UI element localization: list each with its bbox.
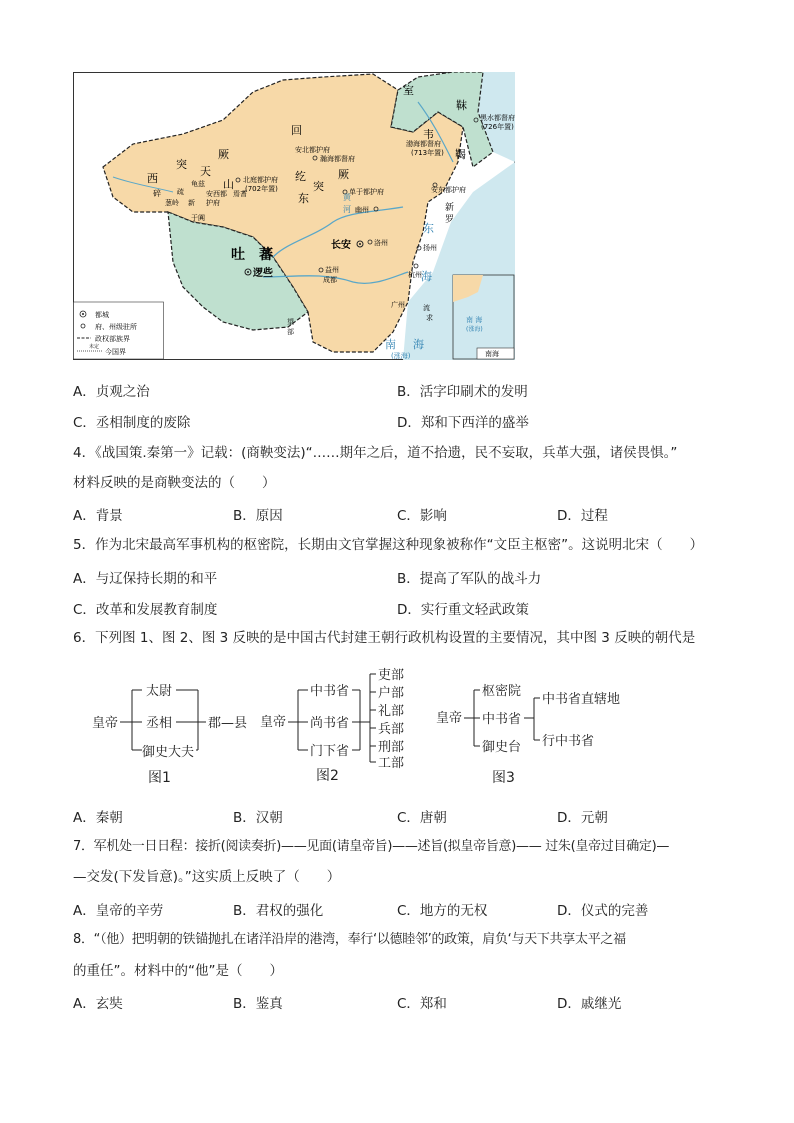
label-shule: 疏 [177, 188, 184, 196]
q5-option-b[interactable]: B．提高了军队的战斗力 [397, 571, 542, 587]
label-huang: 黄 [343, 193, 351, 202]
fig3-zhixia: 中书省直辖地 [542, 692, 621, 707]
q8-option-b[interactable]: B．鉴真 [233, 996, 283, 1012]
label-heishui-year: (726年置) [481, 123, 514, 131]
q4-option-c[interactable]: C．影响 [397, 508, 447, 524]
label-dongtujue-1: 东 [298, 192, 309, 205]
label-guangzhou: 广州 [391, 301, 405, 309]
inset-caption: 南海 [485, 350, 499, 358]
q5-stem: 5．作为北宋最高军事机构的枢密院，长期由文官掌握这种现象被称作“文臣主枢密”。这说明北宋（ ） [73, 537, 704, 553]
figure-2-diagram [260, 666, 420, 790]
label-luoxie: 逻些 [253, 268, 273, 279]
label-xitujue-2: 突 [176, 158, 187, 171]
label-zhuya: (涨海) [391, 352, 411, 360]
map-legend [74, 302, 164, 359]
label-yanqi: 焉耆 [233, 190, 247, 198]
label-xin: 新 [188, 199, 195, 207]
tang-dynasty-map [73, 72, 515, 360]
fig2-shangshu: 尚书省 [310, 716, 350, 731]
legend-modern: 今国界 [105, 348, 126, 356]
q7-option-b[interactable]: B．君权的强化 [233, 903, 324, 919]
label-suiye: 碎 [153, 189, 161, 198]
label-he: 鞨 [455, 148, 466, 161]
fig1-yushi: 御史大夫 [142, 745, 195, 760]
label-dongtujue-3: 厥 [338, 168, 349, 181]
label-xinluo-2: 罗 [445, 215, 455, 225]
q3-option-c[interactable]: C．丞相制度的废除 [73, 415, 191, 431]
q4-option-a[interactable]: A．背景 [73, 508, 123, 524]
label-youzhou: 幽州 [355, 206, 369, 214]
legend-prefecture: 府、州级驻所 [95, 323, 137, 331]
q7-option-a[interactable]: A．皇帝的辛劳 [73, 903, 164, 919]
label-changan: 长安 [331, 240, 351, 251]
label-heishui: 黑水都督府 [480, 114, 515, 122]
label-tubo: 吐 蕃 [231, 247, 273, 263]
label-andong: 安东都护府 [431, 186, 466, 194]
q6-stem: 6．下列图 1、图 2、图 3 反映的是中国古代封建王朝行政机构设置的主要情况，其中图 3 反映的朝代是 [73, 630, 696, 646]
label-dong: 东 [423, 222, 434, 235]
q6-option-a[interactable]: A．秦朝 [73, 810, 123, 826]
label-shiwei: 室 [403, 84, 414, 97]
q7-stem-line2: —交发(下发旨意)。”这实质上反映了（ ） [73, 869, 341, 885]
label-xitujue-3: 厥 [218, 148, 229, 161]
fig2-gong: 工部 [378, 756, 405, 771]
fig2-menxia: 门下省 [310, 744, 350, 759]
q8-stem-line1: 8．“（他）把明朝的铁锚抛扎在诸洋沿岸的港湾，奉行‘以德睦邻’的政策，肩负‘与天下共享太平之福 [73, 932, 626, 947]
label-luozhou: 洛州 [374, 239, 388, 247]
label-chengdu: 成都 [323, 276, 337, 284]
fig2-li-personnel: 吏部 [378, 668, 405, 683]
label-liuqiu: 流 [423, 304, 430, 312]
label-hanhai: 瀚海都督府 [320, 155, 355, 163]
label-anxi-2: 护府 [206, 199, 220, 207]
label-hangzhou: 杭州 [408, 271, 422, 279]
label-xinluo-1: 新 [445, 203, 455, 213]
q8-option-a[interactable]: A．玄奘 [73, 996, 123, 1012]
q6-option-b[interactable]: B．汉朝 [233, 810, 283, 826]
label-beiting: 北庭都护府 [243, 176, 278, 184]
fig3-caption: 图3 [492, 770, 515, 786]
q6-option-d[interactable]: D．元朝 [557, 810, 608, 826]
inset-nanhai: 南 海 [466, 316, 483, 324]
label-mo: 靺 [456, 99, 467, 112]
label-congling: 葱岭 [165, 199, 179, 207]
q8-stem-line2: 的重任”。材料中的“他”是（ ） [73, 963, 283, 979]
label-bohai: 渤海都督府 [406, 140, 441, 148]
label-nanhai-2: 海 [413, 338, 424, 351]
label-xitujue-1: 西 [147, 172, 158, 185]
fig3-yushitai: 御史台 [482, 740, 522, 755]
label-bohai-year: (713年置) [411, 149, 444, 157]
label-tianshan-2: 山 [223, 178, 234, 191]
q5-option-a[interactable]: A．与辽保持长期的和平 [73, 571, 218, 587]
q4-option-b[interactable]: B．原因 [233, 508, 283, 524]
fig2-hu: 户部 [378, 686, 405, 701]
label-guici: 龟兹 [191, 180, 205, 188]
inset-zhang: (涨海) [466, 326, 483, 333]
legend-capital: 都城 [95, 311, 109, 319]
q8-option-c[interactable]: C．郑和 [397, 996, 447, 1012]
fig3-emperor: 皇帝 [436, 711, 463, 726]
q4-option-d[interactable]: D．过程 [557, 508, 608, 524]
fig2-emperor: 皇帝 [260, 715, 287, 730]
label-yutian: 于阗 [191, 214, 205, 222]
legend-boundary: 政权部族界 [95, 335, 130, 343]
legend-modern-mark: 未定 [89, 344, 100, 350]
fig2-xing: 刑部 [378, 740, 405, 755]
label-anbei: 安北都护府 [295, 146, 330, 154]
label-nanhai: 南 [385, 338, 396, 351]
q3-option-d[interactable]: D．郑和下西洋的盛举 [397, 415, 529, 431]
fig2-li-rites: 礼部 [378, 704, 405, 719]
q3-option-b[interactable]: B．活字印刷术的发明 [397, 384, 528, 400]
label-he-river: 河 [343, 205, 351, 214]
q4-stem-line2: 材料反映的是商鞅变法的（ ） [73, 475, 276, 491]
label-yizhou: 益州 [325, 266, 339, 274]
fig1-caption: 图1 [148, 770, 171, 786]
south-sea-inset [453, 275, 514, 359]
fig2-caption: 图2 [316, 768, 339, 784]
fig3-shumi: 枢密院 [482, 684, 522, 699]
q7-stem-line1: 7．军机处一日日程：接折(阅读奏折)——见面(请皇帝旨)——述旨(拟皇帝旨意)—— 过朱(皇帝过目确定)— [73, 839, 670, 854]
q3-option-a[interactable]: A．贞观之治 [73, 384, 150, 400]
label-shanyu: 单于都护府 [349, 188, 384, 196]
figure-1-diagram [92, 660, 262, 790]
figure-3-diagram [436, 676, 636, 790]
label-tianshan-1: 天 [200, 165, 211, 178]
q7-option-c[interactable]: C．地方的无权 [397, 903, 488, 919]
q5-option-c[interactable]: C．改革和发展教育制度 [73, 602, 218, 618]
q4-stem-line1: 4．《战国策.秦第一》记载：(商鞅变法)“……期年之后，道不拾遗，民不妄取，兵革大强，诸侯畏惧。” [73, 445, 678, 461]
fig3-xingsheng: 行中书省 [542, 734, 595, 749]
fig1-emperor: 皇帝 [92, 716, 119, 731]
label-liuqiu-2: 求 [426, 314, 433, 322]
label-nanzhao-1: 望 [287, 318, 294, 326]
label-huigu-1: 回 [291, 124, 302, 137]
q5-option-d[interactable]: D．实行重文轻武政策 [397, 602, 529, 618]
q6-option-c[interactable]: C．唐朝 [397, 810, 447, 826]
q8-option-d[interactable]: D．戚继光 [557, 996, 622, 1012]
label-wei: 韦 [423, 128, 434, 141]
label-yangzhou: 扬州 [423, 244, 437, 252]
label-hai: 海 [421, 270, 432, 283]
fig3-zhongshu: 中书省 [482, 712, 522, 727]
label-huigu-2: 纥 [295, 170, 306, 183]
fig2-zhongshu: 中书省 [310, 684, 350, 699]
fig2-bing: 兵部 [378, 722, 405, 737]
fig1-chengxiang: 丞相 [146, 716, 173, 731]
fig1-junxian: 郡—县 [208, 716, 248, 731]
fig1-taiwei: 太尉 [146, 684, 173, 699]
label-anxi: 安西都 [206, 190, 227, 198]
label-nanzhao-2: 部 [287, 328, 294, 336]
label-dongtujue-2: 突 [313, 180, 324, 193]
label-beiting-year: (702年置) [245, 185, 278, 193]
q7-option-d[interactable]: D．仪式的完善 [557, 903, 649, 919]
